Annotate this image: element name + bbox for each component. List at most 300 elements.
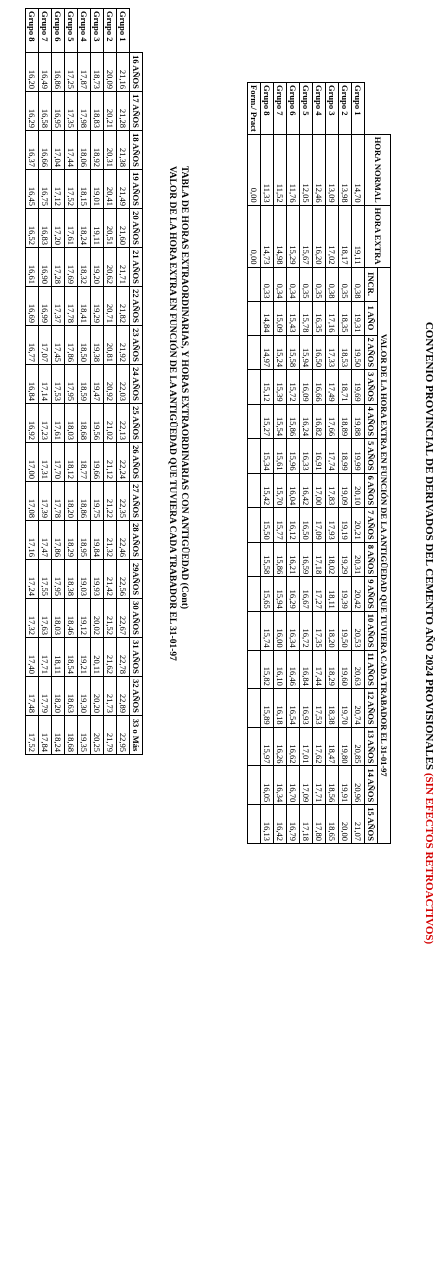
value-cell: 19,29	[339, 542, 352, 577]
value-cell: 17,33	[326, 335, 339, 370]
value-cell: 16,37	[26, 131, 39, 170]
value-cell: 17,31	[39, 443, 52, 482]
value-cell	[248, 577, 261, 612]
value-cell: 19,91	[339, 766, 352, 805]
value-cell: 17,04	[52, 131, 65, 170]
column-header: INCR.	[365, 267, 378, 301]
value-cell: 15,12	[261, 370, 274, 405]
value-cell: 19,21	[78, 638, 91, 677]
column-header: 22 AÑOS	[130, 287, 143, 326]
value-cell: 20,31	[352, 542, 365, 577]
value-cell: 17,49	[326, 370, 339, 405]
value-cell: 16,26	[274, 727, 287, 766]
value-cell: 16,66	[39, 131, 52, 170]
value-cell: 19,20	[91, 248, 104, 287]
normal-cell: 12,05	[300, 134, 313, 205]
value-cell: 16,92	[26, 404, 39, 443]
value-cell: 16,95	[52, 92, 65, 131]
value-cell	[248, 650, 261, 688]
value-cell: 17,28	[52, 248, 65, 287]
value-cell	[248, 404, 261, 439]
value-cell: 15,54	[274, 404, 287, 439]
value-cell: 18,20	[65, 482, 78, 521]
value-cell: 17,14	[39, 365, 52, 404]
value-cell: 16,24	[300, 404, 313, 439]
value-cell: 18,20	[52, 677, 65, 716]
value-cell: 19,66	[91, 443, 104, 482]
column-header: 4 AÑOS	[365, 404, 378, 439]
value-cell: 15,24	[274, 335, 287, 370]
value-cell: 19,19	[339, 508, 352, 543]
value-cell: 21,02	[104, 404, 117, 443]
value-cell: 21,16	[117, 53, 130, 92]
value-cell: 16,13	[261, 805, 274, 844]
column-header: 23 AÑOS	[130, 326, 143, 365]
value-cell	[248, 508, 261, 543]
value-cell	[248, 267, 261, 301]
value-cell: 18,41	[78, 287, 91, 326]
value-cell: 15,77	[274, 508, 287, 543]
column-header: 30 AÑOS	[130, 599, 143, 638]
value-cell: 0,34	[274, 267, 287, 301]
value-cell: 17,63	[39, 599, 52, 638]
value-cell: 16,34	[287, 611, 300, 650]
value-cell: 17,07	[39, 326, 52, 365]
value-cell: 16,34	[274, 766, 287, 805]
value-cell: 21,60	[117, 209, 130, 248]
header-super: VALOR DE LA HORA EXTRA EN FUNCIÓN DE LA ANTIGÜEDAD QUE TUVIERA CADA TRABADOR EL 31-01-97	[378, 267, 391, 843]
value-cell: 20,11	[91, 638, 104, 677]
value-cell: 20,21	[352, 508, 365, 543]
value-cell: 17,95	[52, 560, 65, 599]
header-row-columns	[130, 9, 143, 755]
extra-cell: 19,11	[352, 205, 365, 267]
value-cell: 17,40	[26, 638, 39, 677]
value-cell: 17,79	[39, 677, 52, 716]
value-cell: 17,83	[326, 473, 339, 508]
value-cell: 20,42	[352, 577, 365, 612]
value-cell: 0,33	[261, 267, 274, 301]
value-cell: 15,39	[274, 370, 287, 405]
value-cell: 20,20	[91, 677, 104, 716]
value-cell: 17,71	[39, 638, 52, 677]
value-cell: 17,23	[39, 404, 52, 443]
value-cell: 0,34	[287, 267, 300, 301]
value-cell	[248, 439, 261, 474]
value-cell: 15,96	[287, 439, 300, 474]
column-header: 5 AÑOS	[365, 439, 378, 474]
value-cell: 18,95	[78, 521, 91, 560]
value-cell: 19,56	[91, 404, 104, 443]
value-cell: 17,71	[313, 766, 326, 805]
value-cell	[248, 335, 261, 370]
value-cell: 0,38	[352, 267, 365, 301]
value-cell: 16,05	[261, 766, 274, 805]
column-header: 31 AÑOS	[130, 638, 143, 677]
value-cell: 21,73	[104, 677, 117, 716]
value-cell: 22,78	[117, 638, 130, 677]
value-cell: 16,50	[313, 335, 326, 370]
group-cell: Grupo 3	[91, 9, 104, 53]
value-cell: 16,04	[287, 473, 300, 508]
value-cell	[248, 542, 261, 577]
value-cell: 19,70	[339, 688, 352, 727]
value-cell: 17,69	[65, 248, 78, 287]
value-cell: 18,12	[65, 443, 78, 482]
table-row	[274, 83, 287, 844]
table-row	[339, 83, 352, 844]
column-header: 25 AÑOS	[130, 404, 143, 443]
value-cell	[248, 611, 261, 650]
column-header: 18 AÑOS	[130, 131, 143, 170]
value-cell: 17,78	[52, 482, 65, 521]
value-cell: 21,32	[104, 521, 117, 560]
group-cell: Grupo 4	[78, 9, 91, 53]
value-cell: 19,47	[91, 365, 104, 404]
value-cell: 18,65	[326, 805, 339, 844]
table-row	[104, 9, 117, 755]
value-cell: 18,03	[52, 599, 65, 638]
value-cell: 18,32	[78, 248, 91, 287]
value-cell: 18,06	[78, 131, 91, 170]
value-cell: 17,18	[300, 805, 313, 844]
value-cell: 18,99	[339, 439, 352, 474]
extra-cell: 14,73	[261, 205, 274, 267]
value-cell: 16,84	[26, 365, 39, 404]
value-cell: 16,79	[287, 805, 300, 844]
value-cell: 0,35	[300, 267, 313, 301]
value-cell: 15,09	[274, 301, 287, 335]
value-cell: 19,50	[339, 611, 352, 650]
value-cell: 17,44	[65, 131, 78, 170]
table-row	[39, 9, 52, 755]
column-header: 1 AÑO	[365, 301, 378, 335]
value-cell	[248, 370, 261, 405]
value-cell: 16,49	[39, 53, 52, 92]
value-cell: 17,66	[326, 404, 339, 439]
group-cell: Grupo 1	[352, 83, 365, 135]
value-cell: 20,96	[352, 766, 365, 805]
value-cell: 18,59	[78, 365, 91, 404]
extra-cell: 18,17	[339, 205, 352, 267]
value-cell: 19,01	[91, 170, 104, 209]
value-cell: 18,35	[339, 301, 352, 335]
value-cell: 17,35	[65, 92, 78, 131]
value-cell: 14,97	[261, 335, 274, 370]
value-cell: 15,86	[287, 404, 300, 439]
value-cell: 19,60	[339, 650, 352, 688]
value-cell: 19,75	[91, 482, 104, 521]
value-cell: 19,11	[91, 209, 104, 248]
value-cell: 16,59	[300, 542, 313, 577]
value-cell: 18,20	[326, 611, 339, 650]
column-header: 28 AÑOS	[130, 521, 143, 560]
value-cell: 16,00	[274, 611, 287, 650]
normal-cell: 11,52	[274, 134, 287, 205]
value-cell: 21,12	[104, 443, 117, 482]
value-cell	[248, 766, 261, 805]
group-cell: Grupo 2	[339, 83, 352, 135]
normal-cell: 11,76	[287, 134, 300, 205]
column-header: 10 AÑOS	[365, 611, 378, 650]
value-cell: 17,84	[39, 716, 52, 755]
value-cell: 17,80	[313, 805, 326, 844]
group-cell: Grupo 6	[287, 83, 300, 135]
value-cell: 15,94	[274, 577, 287, 612]
table-row	[117, 9, 130, 755]
group-cell: Grupo 1	[117, 9, 130, 53]
value-cell: 16,42	[274, 805, 287, 844]
value-cell: 21,92	[117, 326, 130, 365]
value-cell: 17,62	[313, 727, 326, 766]
value-cell: 19,30	[78, 677, 91, 716]
column-header: 32 AÑOS	[130, 677, 143, 716]
value-cell: 18,11	[326, 577, 339, 612]
overtime-seniority-table	[25, 8, 143, 755]
normal-cell: 14,70	[352, 134, 365, 205]
value-cell: 16,99	[39, 287, 52, 326]
column-header: 6 AÑOS	[365, 473, 378, 508]
value-cell: 19,99	[352, 439, 365, 474]
value-cell: 17,52	[65, 170, 78, 209]
document-title	[423, 0, 435, 1266]
value-cell: 18,56	[326, 766, 339, 805]
table-row	[300, 83, 313, 844]
value-cell: 15,82	[261, 650, 274, 688]
value-cell: 17,87	[78, 53, 91, 92]
extra-cell: 0,00	[248, 205, 261, 267]
value-cell: 0,35	[313, 267, 326, 301]
value-cell: 17,00	[313, 473, 326, 508]
value-cell: 17,61	[52, 404, 65, 443]
value-cell: 15,58	[261, 542, 274, 577]
value-cell: 18,47	[326, 727, 339, 766]
value-cell: 15,27	[261, 404, 274, 439]
value-cell: 17,16	[326, 301, 339, 335]
value-cell: 22,35	[117, 482, 130, 521]
value-cell: 16,29	[287, 577, 300, 612]
header-corner	[365, 83, 391, 135]
value-cell: 17,18	[313, 542, 326, 577]
value-cell: 22,24	[117, 443, 130, 482]
value-cell: 19,35	[78, 716, 91, 755]
value-cell: 16,58	[39, 92, 52, 131]
value-cell: 17,35	[313, 611, 326, 650]
table-row	[91, 9, 104, 755]
value-cell	[248, 473, 261, 508]
value-cell: 17,93	[326, 508, 339, 543]
value-cell: 14,84	[261, 301, 274, 335]
group-cell: Form./ Pract	[248, 83, 261, 135]
value-cell: 16,20	[26, 53, 39, 92]
value-cell: 19,80	[339, 727, 352, 766]
value-cell: 16,91	[313, 439, 326, 474]
value-cell: 17,45	[52, 326, 65, 365]
value-cell: 20,10	[352, 473, 365, 508]
value-cell: 19,88	[352, 404, 365, 439]
value-cell: 16,75	[39, 170, 52, 209]
column-header: 20 AÑOS	[130, 209, 143, 248]
column-header: 33 o Más	[130, 716, 143, 755]
value-cell: 18,77	[78, 443, 91, 482]
header-hora-normal: HORA NORMAL	[365, 134, 391, 205]
value-cell: 16,21	[287, 542, 300, 577]
normal-cell: 12,46	[313, 134, 326, 205]
value-cell: 22,46	[117, 521, 130, 560]
value-cell: 19,84	[91, 521, 104, 560]
value-cell: 15,74	[261, 611, 274, 650]
value-cell: 16,29	[26, 92, 39, 131]
value-cell: 16,86	[52, 53, 65, 92]
value-cell: 20,51	[104, 209, 117, 248]
column-header: 27 AÑOS	[130, 482, 143, 521]
column-header: 19 AÑOS	[130, 170, 143, 209]
value-cell: 15,97	[261, 727, 274, 766]
value-cell: 16,18	[274, 688, 287, 727]
value-cell: 18,50	[78, 326, 91, 365]
value-cell: 17,09	[313, 508, 326, 543]
value-cell: 15,70	[274, 473, 287, 508]
value-cell: 15,78	[300, 301, 313, 335]
value-cell: 18,53	[339, 335, 352, 370]
value-cell: 16,82	[313, 404, 326, 439]
value-cell: 18,92	[91, 131, 104, 170]
value-cell: 16,33	[300, 439, 313, 474]
value-cell: 22,67	[117, 599, 130, 638]
value-cell: 17,95	[65, 365, 78, 404]
table2-title-line1: TABLA DE HORAS EXTRAORDINARIAS, Y HORAS EXTRAORDINARIAS CON ANTIGÜEDAD (Cont)	[179, 166, 189, 610]
value-cell: 18,68	[65, 716, 78, 755]
value-cell: 18,11	[52, 638, 65, 677]
extra-cell: 16,20	[313, 205, 326, 267]
value-cell: 20,85	[352, 727, 365, 766]
value-cell: 21,82	[117, 287, 130, 326]
value-cell: 22,03	[117, 365, 130, 404]
table-row	[52, 9, 65, 755]
group-cell: Grupo 7	[39, 9, 52, 53]
value-cell: 21,22	[104, 482, 117, 521]
value-cell: 18,46	[65, 599, 78, 638]
value-cell: 15,72	[287, 370, 300, 405]
group-cell: Grupo 8	[261, 83, 274, 135]
group-cell: Grupo 4	[313, 83, 326, 135]
value-cell: 16,46	[287, 650, 300, 688]
value-cell: 17,70	[52, 443, 65, 482]
column-header: 17 AÑOS	[130, 92, 143, 131]
value-cell: 17,55	[39, 560, 52, 599]
column-header: 3 AÑOS	[365, 370, 378, 405]
value-cell: 17,47	[39, 521, 52, 560]
header-row	[378, 83, 391, 844]
value-cell: 16,70	[287, 766, 300, 805]
value-cell: 21,42	[104, 560, 117, 599]
value-cell: 20,25	[91, 716, 104, 755]
value-cell: 17,00	[26, 443, 39, 482]
value-cell: 16,69	[26, 287, 39, 326]
value-cell	[248, 688, 261, 727]
value-cell: 18,38	[65, 560, 78, 599]
column-header: 24 AÑOS	[130, 365, 143, 404]
value-cell: 18,83	[91, 92, 104, 131]
value-cell: 16,54	[287, 688, 300, 727]
value-cell: 19,93	[91, 560, 104, 599]
value-cell	[248, 727, 261, 766]
value-cell: 18,29	[326, 650, 339, 688]
group-cell: Grupo 8	[26, 9, 39, 53]
table2-title-line2: VALOR DE LA HORA EXTRA EN FUNCIÓN DE LA ANTIGÜEDAD QUE TUVIERA CADA TRABADOR EL 31-01-97	[167, 166, 177, 661]
value-cell: 21,62	[104, 638, 117, 677]
value-cell: 19,39	[339, 577, 352, 612]
table-row	[287, 83, 300, 844]
value-cell: 17,27	[313, 577, 326, 612]
value-cell: 20,92	[104, 365, 117, 404]
value-cell: 17,39	[39, 482, 52, 521]
table-row	[313, 83, 326, 844]
value-cell: 18,63	[65, 677, 78, 716]
value-cell: 16,12	[287, 508, 300, 543]
value-cell: 17,32	[26, 599, 39, 638]
value-cell: 15,43	[287, 301, 300, 335]
value-cell: 19,31	[352, 301, 365, 335]
value-cell: 17,20	[52, 209, 65, 248]
column-header: 15 AÑOS	[365, 805, 378, 844]
extra-cell: 17,02	[326, 205, 339, 267]
table-row	[261, 83, 274, 844]
value-cell: 15,58	[287, 335, 300, 370]
value-cell: 19,09	[339, 473, 352, 508]
value-cell: 15,42	[261, 473, 274, 508]
value-cell: 17,78	[65, 287, 78, 326]
value-cell: 22,56	[117, 560, 130, 599]
normal-cell: 11,33	[261, 134, 274, 205]
group-cell: Grupo 6	[52, 9, 65, 53]
value-cell: 17,98	[78, 92, 91, 131]
value-cell: 16,10	[274, 650, 287, 688]
value-cell: 17,44	[313, 650, 326, 688]
value-cell: 20,00	[339, 805, 352, 844]
value-cell: 20,41	[104, 170, 117, 209]
value-cell: 17,01	[300, 727, 313, 766]
value-cell: 17,86	[52, 521, 65, 560]
value-cell: 17,24	[26, 560, 39, 599]
column-header: 7 AÑOS	[365, 508, 378, 543]
column-header: 26 AÑOS	[130, 443, 143, 482]
value-cell: 20,21	[104, 92, 117, 131]
value-cell: 18,71	[339, 370, 352, 405]
column-header: 21 AÑOS	[130, 248, 143, 287]
value-cell: 16,62	[287, 727, 300, 766]
table-row	[65, 9, 78, 755]
value-cell: 20,71	[104, 287, 117, 326]
value-cell: 17,16	[26, 521, 39, 560]
value-cell: 16,61	[26, 248, 39, 287]
column-header: 9 AÑOS	[365, 577, 378, 612]
value-cell: 18,15	[78, 170, 91, 209]
title-warning: (SIN EFECTOS RETROACTIVOS)	[423, 772, 435, 945]
value-cell: 17,86	[65, 326, 78, 365]
group-cell: Grupo 3	[326, 83, 339, 135]
value-cell: 17,09	[300, 766, 313, 805]
value-cell: 18,29	[65, 521, 78, 560]
value-cell: 16,67	[300, 577, 313, 612]
column-header: 13 AÑOS	[365, 727, 378, 766]
value-cell: 0,38	[326, 267, 339, 301]
value-cell: 20,53	[352, 611, 365, 650]
value-cell: 18,86	[78, 482, 91, 521]
value-cell: 17,53	[313, 688, 326, 727]
value-cell: 19,50	[352, 335, 365, 370]
table-row	[352, 83, 365, 844]
